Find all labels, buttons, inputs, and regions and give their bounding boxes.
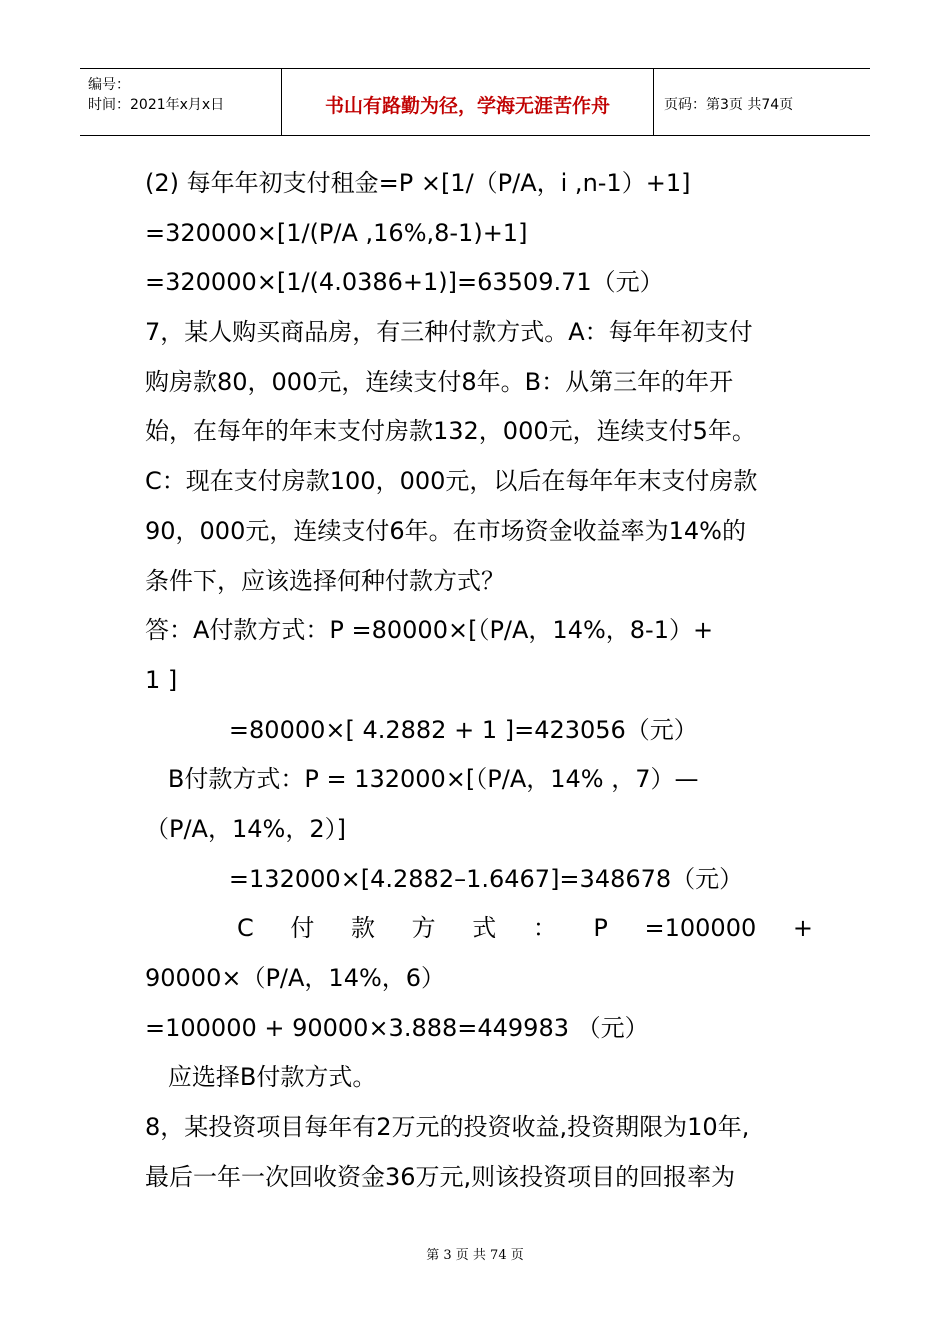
text-line: 应选择B付款方式。	[145, 1063, 377, 1092]
header-page-info: 页码：第3页 共74页	[664, 97, 794, 113]
text-line: 1 ]	[145, 665, 178, 694]
justified-token: 付	[290, 914, 315, 943]
page-header	[80, 68, 870, 136]
text-line: B付款方式：P = 132000×[（P/A，14% ，7）—	[145, 765, 699, 794]
justified-token: 款	[350, 914, 375, 943]
text-line: =320000×[1/(4.0386+1)]=63509.71（元）	[145, 268, 664, 297]
document-body	[145, 159, 813, 1202]
text-line: 90000×（P/A，14%，6）	[145, 964, 446, 992]
text-line: (2) 每年年初支付租金=P ×[1/（P/A，i ,n-1）+1]	[145, 169, 691, 197]
text-line: C：现在支付房款100，000元，以后在每年年末支付房款	[145, 467, 758, 496]
justified-token: ：	[532, 914, 557, 943]
page-footer: 第 3 页 共 74 页	[426, 1248, 524, 1263]
text-line: =100000 + 90000×3.888=449983 （元）	[145, 1013, 649, 1042]
justified-token: 式	[472, 914, 497, 943]
text-line: 始，在每年的年末支付房款132，000元，连续支付5年。	[145, 417, 756, 446]
justified-token: P	[593, 914, 608, 943]
justified-token: C	[237, 914, 254, 943]
text-line: 购房款80，000元，连续支付8年。B：从第三年的年开	[145, 367, 734, 396]
justified-token: +	[792, 914, 813, 943]
header-meta	[80, 69, 282, 135]
text-line: 7，某人购买商品房，有三种付款方式。A：每年年初支付	[145, 318, 753, 347]
document-date-label: 时间：2021年x月x日	[88, 97, 225, 113]
text-line: 条件下，应该选择何种付款方式？	[145, 566, 505, 595]
text-line: 8，某投资项目每年有2万元的投资收益,投资期限为10年,	[145, 1113, 750, 1142]
text-line: 最后一年一次回收资金36万元,则该投资项目的回报率为	[145, 1162, 736, 1191]
document-number-label: 编号：	[88, 77, 130, 93]
justified-token: =100000	[644, 914, 757, 943]
text-line: =132000×[4.2882–1.6467]=348678（元）	[145, 864, 744, 893]
text-line: =80000×[ 4.2882 + 1 ]=423056（元）	[145, 715, 698, 744]
justified-text-line	[145, 904, 813, 954]
justified-token: 方	[411, 914, 436, 943]
text-line: 90，000元，连续支付6年。在市场资金收益率为14%的	[145, 516, 746, 545]
text-line: =320000×[1/(P/A ,16%,8-1)+1]	[145, 218, 528, 247]
text-line: 答：A付款方式：P =80000×[（P/A，14%，8-1）+	[145, 616, 714, 645]
text-line: （P/A，14%，2）]	[145, 814, 346, 843]
header-motto: 书山有路勤为径，学海无涯苦作舟	[282, 69, 654, 135]
